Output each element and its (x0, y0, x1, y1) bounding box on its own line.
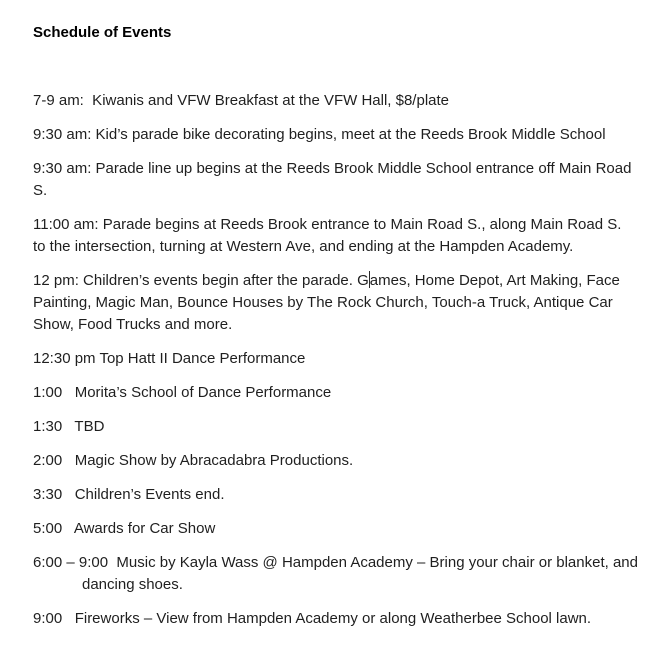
entry-music-line1: 6:00 – 9:00 Music by Kayla Wass @ Hampden Academy – Bring your chair or blanket, and (33, 554, 638, 571)
document-content (33, 22, 638, 630)
schedule-entry-events-end[interactable]: 3:30 Children’s Events end. (33, 486, 225, 503)
schedule-entry-parade-begins[interactable]: 11:00 am: Parade begins at Reeds Brook entrance to Main Road S., along Main Road S. to the intersection, turning at Western Ave, and ending at the Hampden Academy. (33, 216, 626, 255)
entry-text-before-cursor: 12 pm: Children’s events begin after the parade. G (33, 272, 369, 289)
schedule-entry-fireworks[interactable]: 9:00 Fireworks – View from Hampden Academy or along Weatherbee School lawn. (33, 610, 592, 627)
schedule-entry-childrens-events[interactable] (33, 270, 638, 336)
schedule-entry-tbd[interactable]: 1:30 TBD (33, 418, 105, 435)
document-title[interactable]: Schedule of Events (33, 24, 172, 41)
schedule-entry-parade-lineup[interactable]: 9:30 am: Parade line up begins at the Reeds Brook Middle School entrance off Main Road S. (33, 160, 636, 199)
schedule-entry-music[interactable] (33, 552, 638, 596)
schedule-entry-bike-decorating[interactable]: 9:30 am: Kid’s parade bike decorating begins, meet at the Reeds Brook Middle School (33, 126, 606, 143)
schedule-entry-top-hatt[interactable]: 12:30 pm Top Hatt II Dance Performance (33, 350, 306, 367)
entry-music-line2: dancing shoes. (82, 576, 183, 593)
schedule-entry-moritas-dance[interactable]: 1:00 Morita’s School of Dance Performance (33, 384, 332, 401)
schedule-entry-breakfast[interactable]: 7-9 am: Kiwanis and VFW Breakfast at the VFW Hall, $8/plate (33, 92, 450, 109)
schedule-entry-car-show-awards[interactable]: 5:00 Awards for Car Show (33, 520, 216, 537)
entry-text-after-cursor: ames, Home Depot, Art Making, Face Painting, Magic Man, Bounce Houses by The Rock Church, Touch-a Truck, Antique Car Show, Food Trucks and more. (33, 272, 625, 333)
schedule-entry-magic-show[interactable]: 2:00 Magic Show by Abracadabra Productions. (33, 452, 354, 469)
